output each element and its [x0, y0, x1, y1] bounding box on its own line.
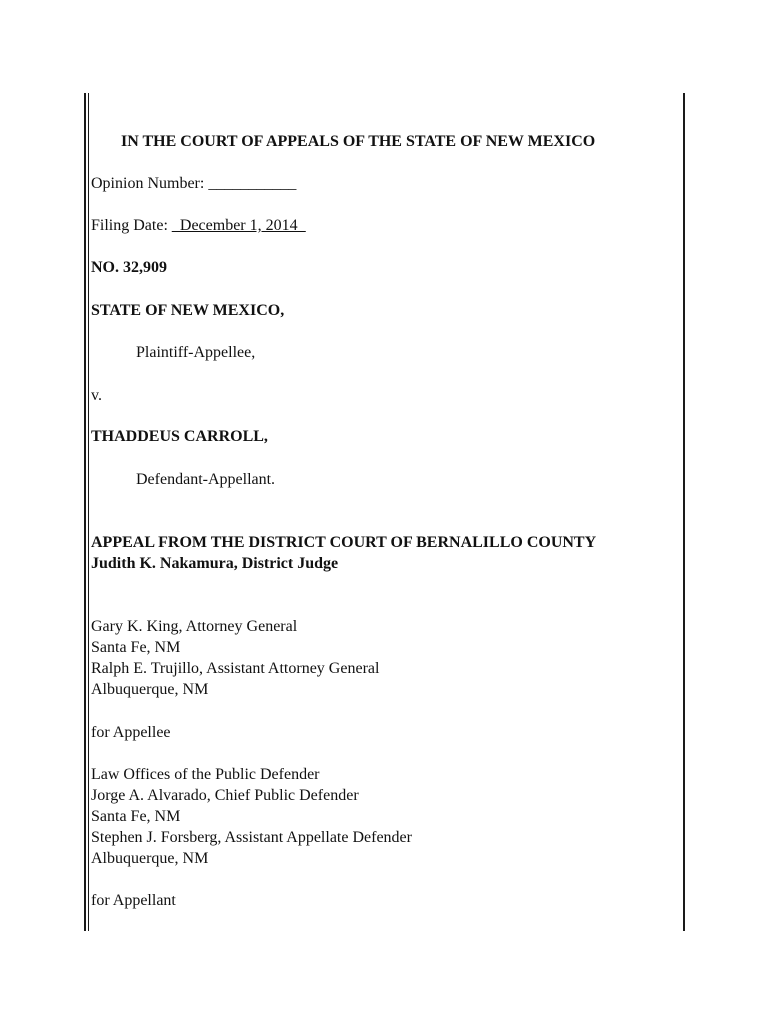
appellant-counsel-line: Santa Fe, NM — [91, 808, 181, 825]
filing-date — [91, 216, 306, 236]
appellant-counsel-line: Albuquerque, NM — [91, 850, 209, 867]
for-appellee: for Appellee — [91, 724, 171, 741]
appeal-court-line: APPEAL FROM THE DISTRICT COURT OF BERNALILLO COUNTY — [91, 534, 597, 551]
opinion-number — [91, 174, 296, 194]
case-number: NO. 32,909 — [91, 259, 167, 276]
appellee-counsel-line: Santa Fe, NM — [91, 639, 181, 656]
for-appellant: for Appellant — [91, 892, 176, 909]
defendant-name: THADDEUS CARROLL, — [91, 428, 268, 445]
appellant-counsel-line: Stephen J. Forsberg, Assistant Appellate Defender — [91, 829, 412, 846]
left-margin-rule-inner — [88, 93, 89, 931]
plaintiff-role: Plaintiff-Appellee, — [136, 344, 256, 361]
district-judge-line: Judith K. Nakamura, District Judge — [91, 555, 339, 572]
right-margin-rule — [683, 93, 685, 931]
appellee-counsel-line: Gary K. King, Attorney General — [91, 618, 298, 635]
appellant-counsel-line: Law Offices of the Public Defender — [91, 766, 320, 783]
appellee-counsel-line: Ralph E. Trujillo, Assistant Attorney General — [91, 660, 380, 677]
left-margin-rule-outer — [84, 93, 86, 931]
appellant-counsel-line: Jorge A. Alvarado, Chief Public Defender — [91, 787, 359, 804]
filing-date-label: Filing Date: — [91, 217, 172, 234]
opinion-number-label: Opinion Number: — [91, 175, 209, 192]
filing-date-value: _December 1, 2014_ — [171, 217, 306, 234]
appellee-counsel-line: Albuquerque, NM — [91, 681, 209, 698]
defendant-role: Defendant-Appellant. — [136, 471, 276, 488]
versus: v. — [91, 387, 102, 404]
plaintiff-name: STATE OF NEW MEXICO, — [91, 302, 285, 319]
court-heading: IN THE COURT OF APPEALS OF THE STATE OF NEW MEXICO — [121, 133, 596, 150]
opinion-number-value: ___________ — [208, 175, 297, 192]
